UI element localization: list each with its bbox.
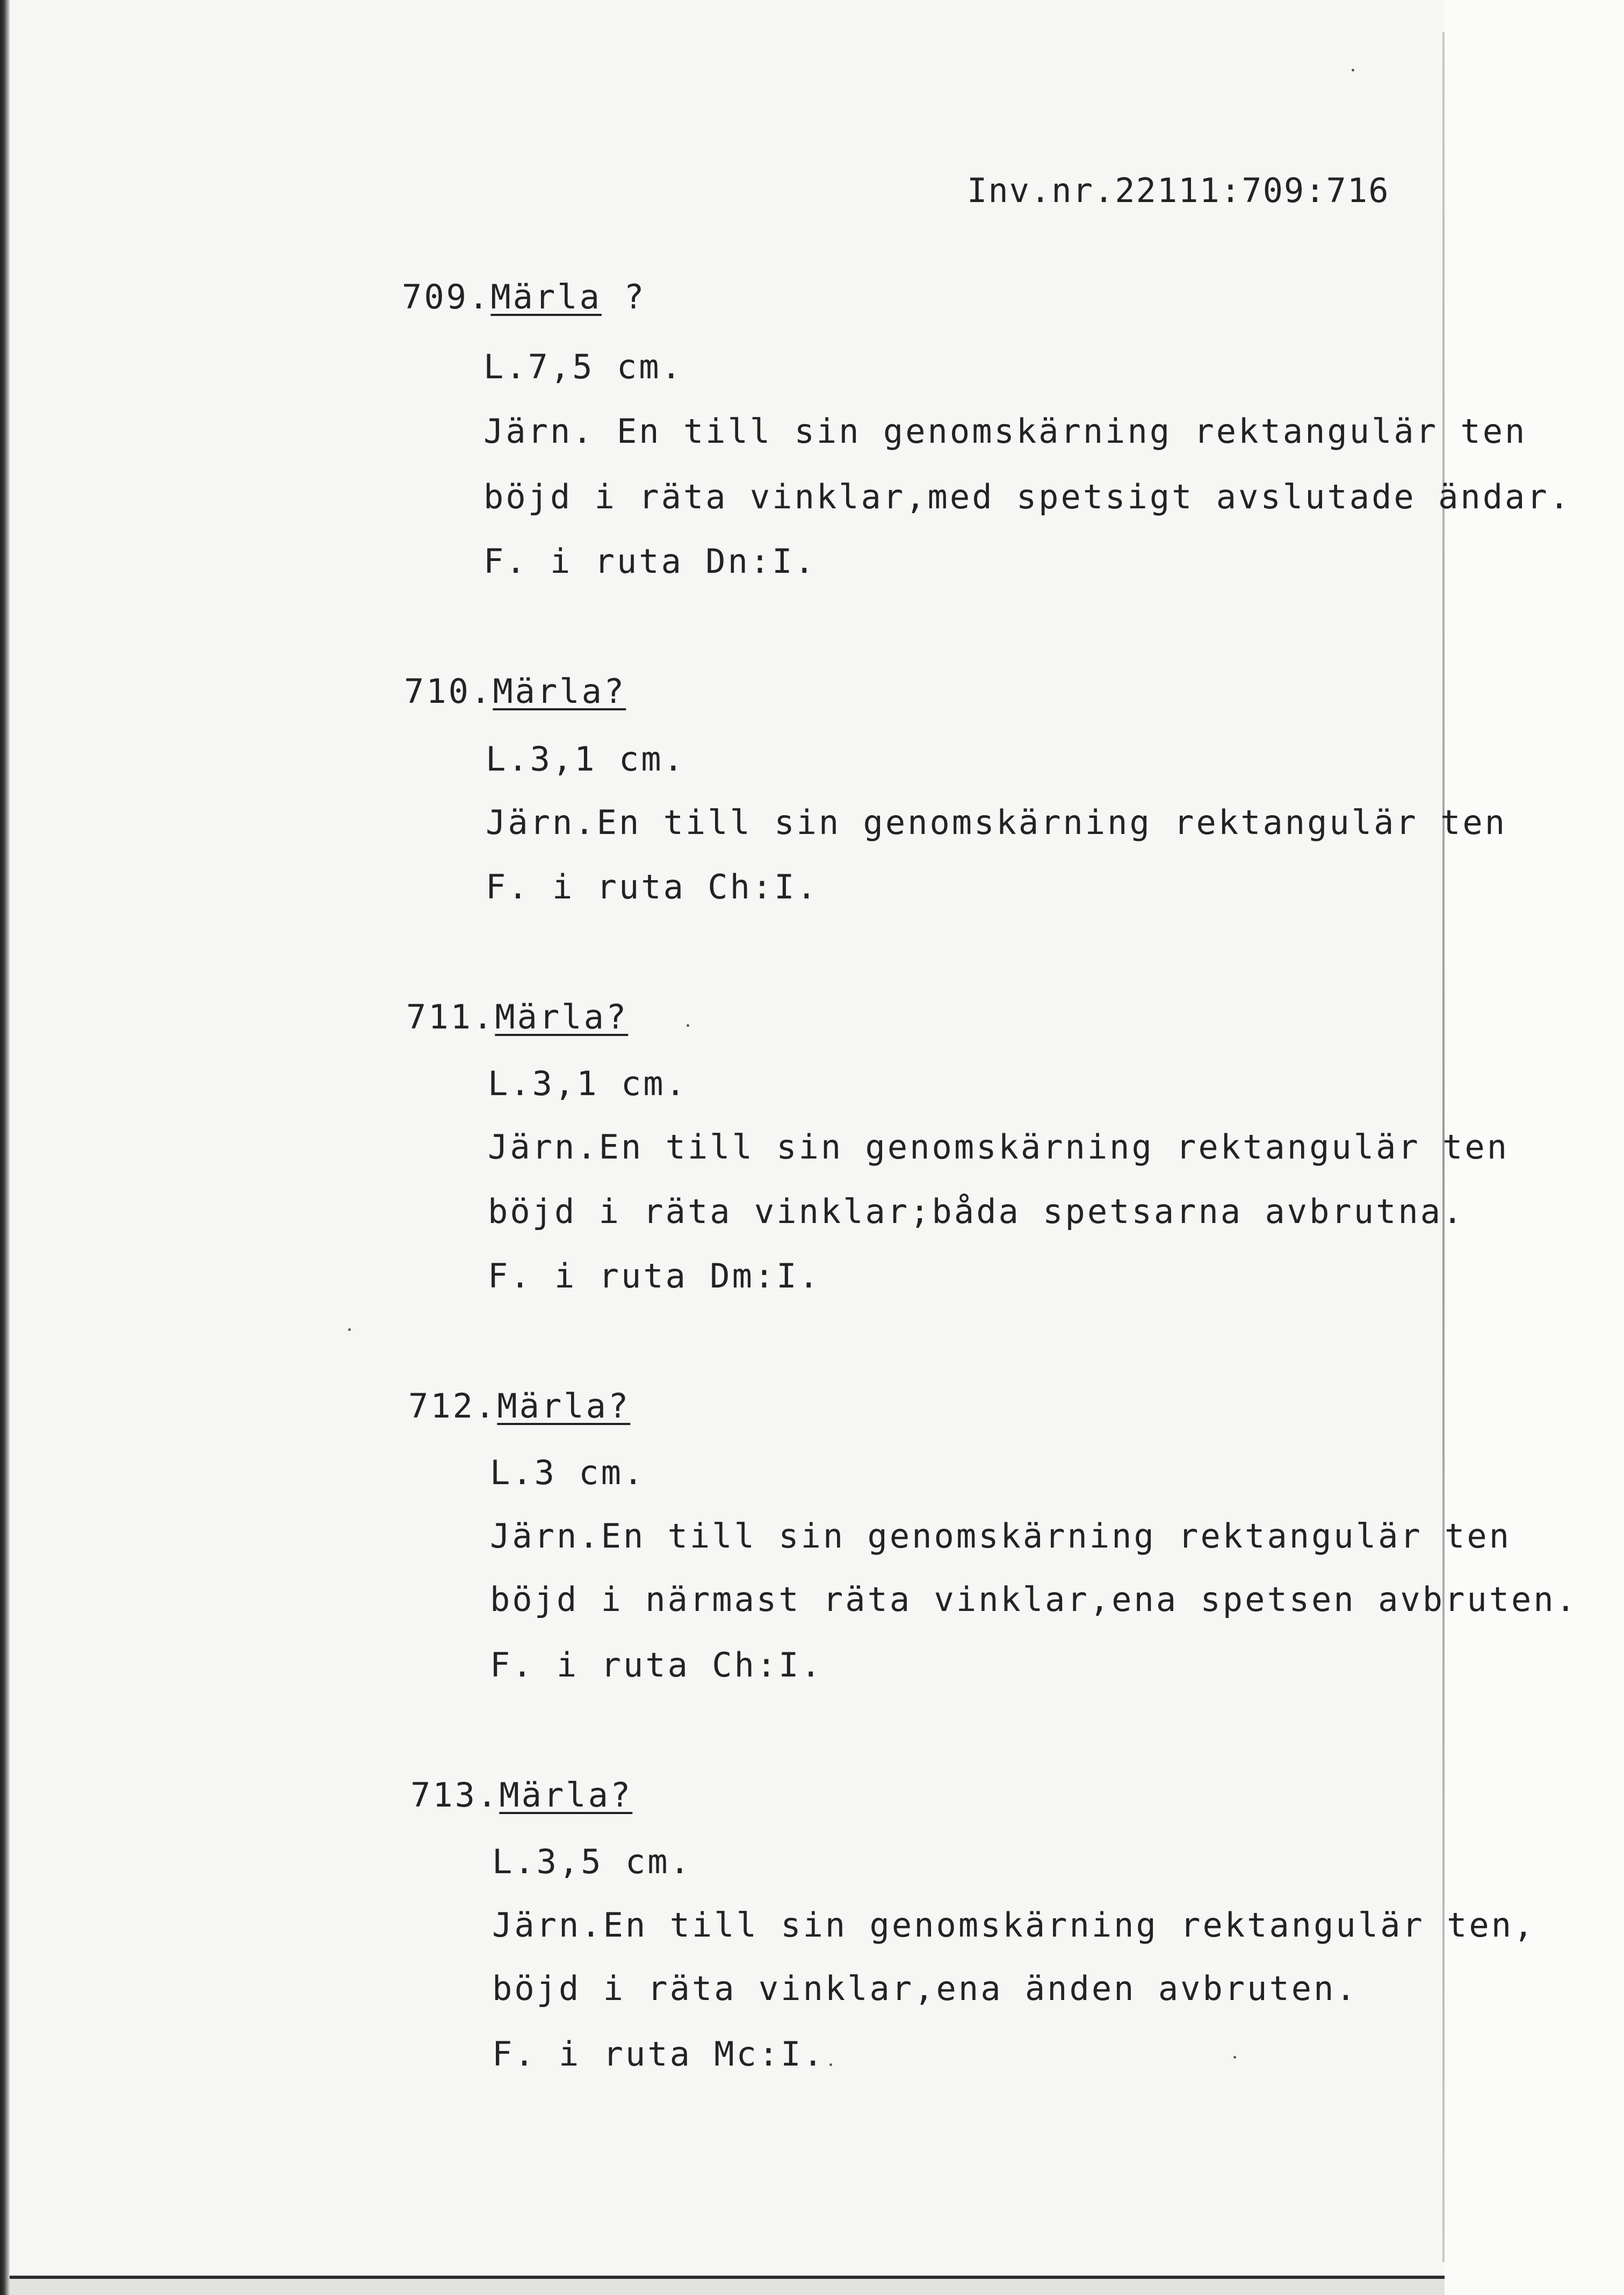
entry-description: Järn. En till sin genomskärning rektangulär ten: [483, 412, 1527, 451]
entry-find-location: F. i ruta Ch:I.: [486, 867, 819, 907]
entry-find-location: F. i ruta Mc:I.: [492, 2034, 825, 2074]
scan-left-edge: [0, 0, 10, 2295]
entry-length: L.3,1 cm.: [488, 1064, 688, 1103]
entry-find-location: F. i ruta Dm:I.: [488, 1256, 821, 1296]
entry-heading: [404, 672, 626, 711]
scan-speck: [1352, 69, 1354, 71]
entry-heading: [408, 1386, 630, 1426]
entry-length: L.3 cm.: [490, 1453, 646, 1492]
entry-length: L.3,1 cm.: [486, 739, 685, 779]
scan-speck: [1233, 2056, 1236, 2059]
entry-length: L.7,5 cm.: [483, 347, 683, 386]
scan-bottom-margin: [10, 2279, 1445, 2295]
entry-number: 712.: [408, 1386, 497, 1426]
entry-title: Märla: [490, 277, 602, 316]
entry-heading: [410, 1775, 632, 1815]
entry-number: 709.: [402, 277, 491, 316]
entry-description: böjd i räta vinklar,ena änden avbruten.: [492, 1969, 1358, 2008]
scan-bottom-edge: [10, 2276, 1445, 2279]
entry-title: Märla?: [493, 672, 626, 711]
entry-number: 713.: [410, 1775, 500, 1815]
entry-find-location: F. i ruta Ch:I.: [490, 1645, 823, 1685]
entry-title-suffix: ?: [601, 277, 646, 316]
entry-title: Märla?: [495, 997, 629, 1037]
entry-description: Järn.En till sin genomskärning rektangulär ten,: [492, 1905, 1536, 1945]
entry-description: Järn.En till sin genomskärning rektangulär ten: [486, 803, 1507, 842]
entry-description: Järn.En till sin genomskärning rektangulär ten: [488, 1127, 1510, 1167]
inventory-number: Inv.nr.22111:709:716: [967, 171, 1390, 210]
entry-title: Märla?: [497, 1386, 631, 1426]
scan-speck: [348, 1328, 351, 1331]
entry-heading: [402, 277, 646, 316]
entry-find-location: F. i ruta Dn:I.: [483, 542, 817, 581]
scan-speck: [687, 1024, 689, 1027]
entry-description: böjd i närmast räta vinklar,ena spetsen avbruten.: [490, 1580, 1578, 1619]
entry-number: 711.: [406, 997, 495, 1037]
scan-speck: [829, 2063, 832, 2066]
entry-title: Märla?: [499, 1775, 633, 1815]
entry-heading: [406, 997, 628, 1037]
entry-length: L.3,5 cm.: [492, 1842, 692, 1881]
entry-description: böjd i räta vinklar;båda spetsarna avbrutna.: [488, 1192, 1465, 1231]
entry-description: böjd i räta vinklar,med spetsigt avslutade ändar.: [483, 477, 1572, 516]
entry-description: Järn.En till sin genomskärning rektangulär ten: [490, 1516, 1512, 1556]
entry-number: 710.: [404, 672, 493, 711]
